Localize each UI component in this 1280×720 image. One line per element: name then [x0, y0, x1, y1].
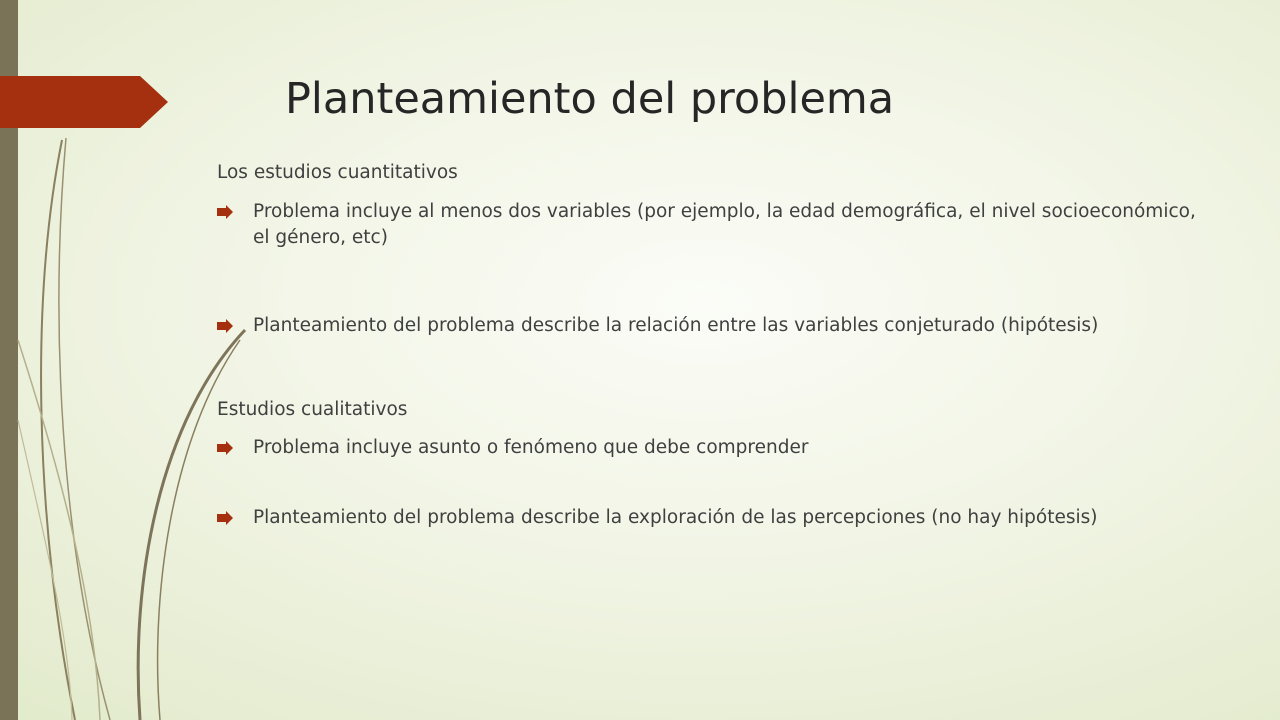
arrow-bullet-icon [217, 441, 235, 455]
section-heading-qualitative: Estudios cualitativos [217, 399, 408, 420]
section-heading-quantitative: Los estudios cuantitativos [217, 162, 458, 183]
slide-title: Planteamiento del problema [285, 74, 895, 124]
bullet-text: Planteamiento del problema describe la exploración de las percepciones (no hay hipótesis) [253, 507, 1098, 528]
list-item [217, 313, 1207, 339]
slide-content [217, 160, 1207, 531]
bullet-text: Planteamiento del problema describe la relación entre las variables conjeturado (hipótesis) [253, 315, 1099, 336]
arrow-bullet-icon [217, 319, 235, 333]
bullet-list-qualitative [217, 435, 1207, 531]
bullet-text: Problema incluye asunto o fenómeno que debe comprender [253, 437, 809, 458]
arrow-bullet-icon [217, 205, 235, 219]
bullet-list-quantitative [217, 199, 1207, 339]
list-item [217, 505, 1207, 531]
bullet-text: Problema incluye al menos dos variables (por ejemplo, la edad demográfica, el nivel socioeconómico, el género, etc) [253, 201, 1196, 248]
title-accent-arrow [0, 76, 168, 128]
list-item [217, 199, 1207, 251]
arrow-bullet-icon [217, 511, 235, 525]
list-item [217, 435, 1207, 461]
